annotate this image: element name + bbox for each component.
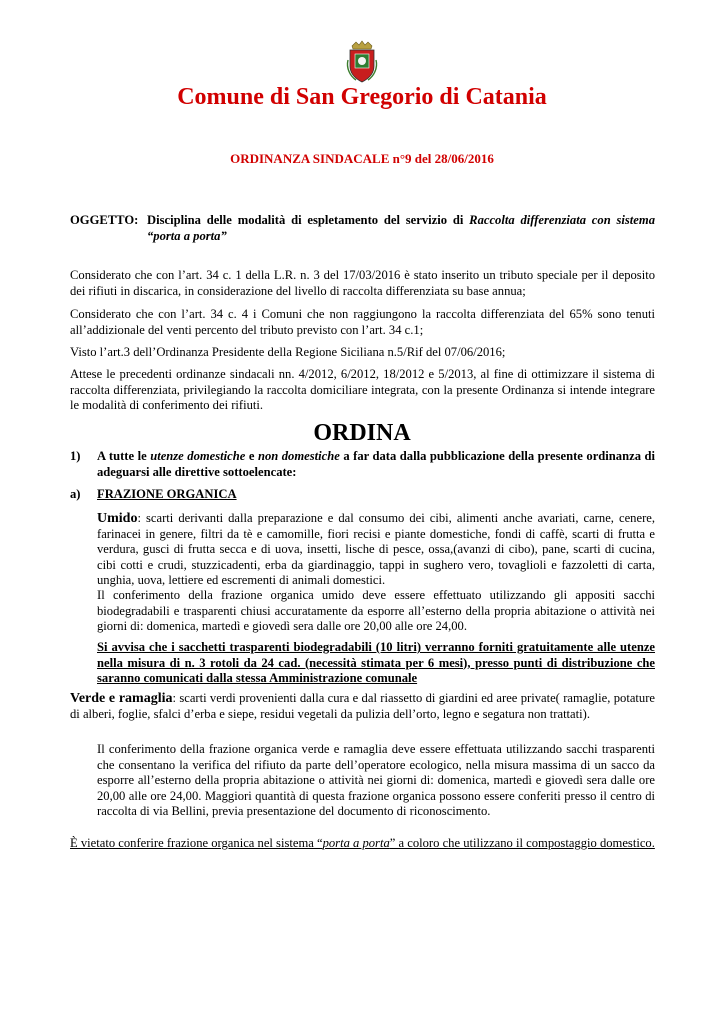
verde-conferimento: Il conferimento della frazione organica verde e ramaglia deve essere effettuata utilizzando sacchi trasparenti che consentano la verifica del rifiuto da parte dell’operatore ecologico, nella misura massima di un sacco da esporre all’esterno della propria abitazione o attività nei giorni di: domenica, martedì e giovedì sera dalle ore 20,00 alle ore 24,00. Maggiori quantità di questa frazione organica possono essere conferiti presso il centro di raccolta di via Bellini, previa presentazione del documento di riconoscimento. xyxy=(97,742,655,819)
point-1-text-b: e xyxy=(245,449,258,463)
preamble-paragraph-3: Visto l’art.3 dell’Ordinanza Presidente della Regione Siciliana n.5/Rif del 07/06/2016; xyxy=(70,345,506,359)
prohibition-text-a: È vietato conferire frazione organica nel sistema “ xyxy=(70,836,323,850)
umido-description: : scarti derivanti dalla preparazione e dal consumo dei cibi, alimenti anche avariati, carne, cenere, farinacei in genere, filtri da tè e camomille, fiori recisi e piante domestiche, fondi di caffè, scarti di frutta e verdura, gusci di frutta secca e di uova, insetti, lische di pesce, ossa,(avanzi di cibo), pane, scarti di cucina, cibi cotti e crudi, stuzzicadenti, erba da giardinaggio, tappi in sughero vero, tovaglioli e fazzoletti di carta, unghia, uova, lettiere ed escrementi di animali domestici. xyxy=(97,511,655,588)
umido-label: Umido xyxy=(97,511,138,526)
umido-paragraph xyxy=(97,511,655,589)
point-1-text-c: a far data dalla pubblicazione della presente ordinanza di adeguarsi alle direttive sottoelencate: xyxy=(97,449,655,479)
point-1-italic-b: non domestiche xyxy=(257,449,340,463)
verde-paragraph xyxy=(70,691,655,722)
point-1-text xyxy=(97,449,655,480)
ordinance-title: ORDINANZA SINDACALE n°9 del 28/06/2016 xyxy=(230,151,494,166)
preamble-paragraph-1: Considerato che con l’art. 34 c. 1 della L.R. n. 3 del 17/03/2016 è stato inserito un tributo speciale per il deposito dei rifiuti in discarica, in considerazione del livello di raccolta differenziata su base annua; xyxy=(70,268,655,298)
subject-label: OGGETTO: xyxy=(70,213,139,227)
preamble-paragraph-4: Attese le precedenti ordinanze sindacali nn. 4/2012, 6/2012, 18/2012 e 5/2013, al fine di ottimizzare il sistema di raccolta differenziata, privilegiando la raccolta domiciliare integrata, con la presente Ordinanza si intende integrare le modalità di conferimento dei rifiuti. xyxy=(70,367,655,413)
preamble-paragraph-2: Considerato che con l’art. 34 c. 4 i Comuni che non raggiungono la raccolta differenziata del 65% sono tenuti all’addizionale del venti percento del tributo previsto con l’art. 34 c.1; xyxy=(70,307,655,337)
subject-text xyxy=(147,213,655,244)
section-a-title: FRAZIONE ORGANICA xyxy=(97,487,237,501)
composting-prohibition xyxy=(70,836,655,852)
bags-notice: Si avvisa che i sacchetti trasparenti biodegradabili (10 litri) verranno forniti gratuitamente alle utenze nella misura di n. 3 rotoli da 24 cad. (necessità stimata per 6 mesi), presso punti di distribuzione che saranno comunicati dalla stessa Amministrazione comunale xyxy=(97,640,655,686)
subject-text-plain: Disciplina delle modalità di espletamento del servizio di xyxy=(147,213,470,227)
verde-description: : scarti verdi provenienti dalla cura e dal riassetto di giardini ed aree private( ramaglie, potature di alberi, foglie, sfalci d’erba e siepe, residui vegetali da pulizia dell’orto, legno e segatura non trattati). xyxy=(70,691,655,721)
point-1-text-a: A tutte le xyxy=(97,449,151,463)
ordina-heading: ORDINA xyxy=(313,420,411,446)
prohibition-text-b: ” a coloro che utilizzano il compostaggio domestico. xyxy=(389,836,655,850)
coat-of-arms-icon xyxy=(344,40,380,84)
point-1-italic-a: utenze domestiche xyxy=(150,449,246,463)
town-name: Comune di San Gregorio di Catania xyxy=(177,84,547,110)
prohibition-italic: porta a porta xyxy=(322,836,390,850)
verde-label: Verde e ramaglia xyxy=(70,691,173,706)
umido-conferimento: Il conferimento della frazione organica umido deve essere effettuato utilizzando gli appositi sacchi biodegradabili e trasparenti chiusi accuratamente da esporre all’esterno della propria abitazione o attività nei giorni di: domenica, martedì e giovedì sera dalle ore 20,00 alle ore 24,00. xyxy=(97,588,655,634)
point-1-number: 1) xyxy=(70,449,81,463)
subject-text-italic: Raccolta differenziata con sistema “porta a porta” xyxy=(147,213,655,243)
section-a-letter: a) xyxy=(70,487,81,501)
